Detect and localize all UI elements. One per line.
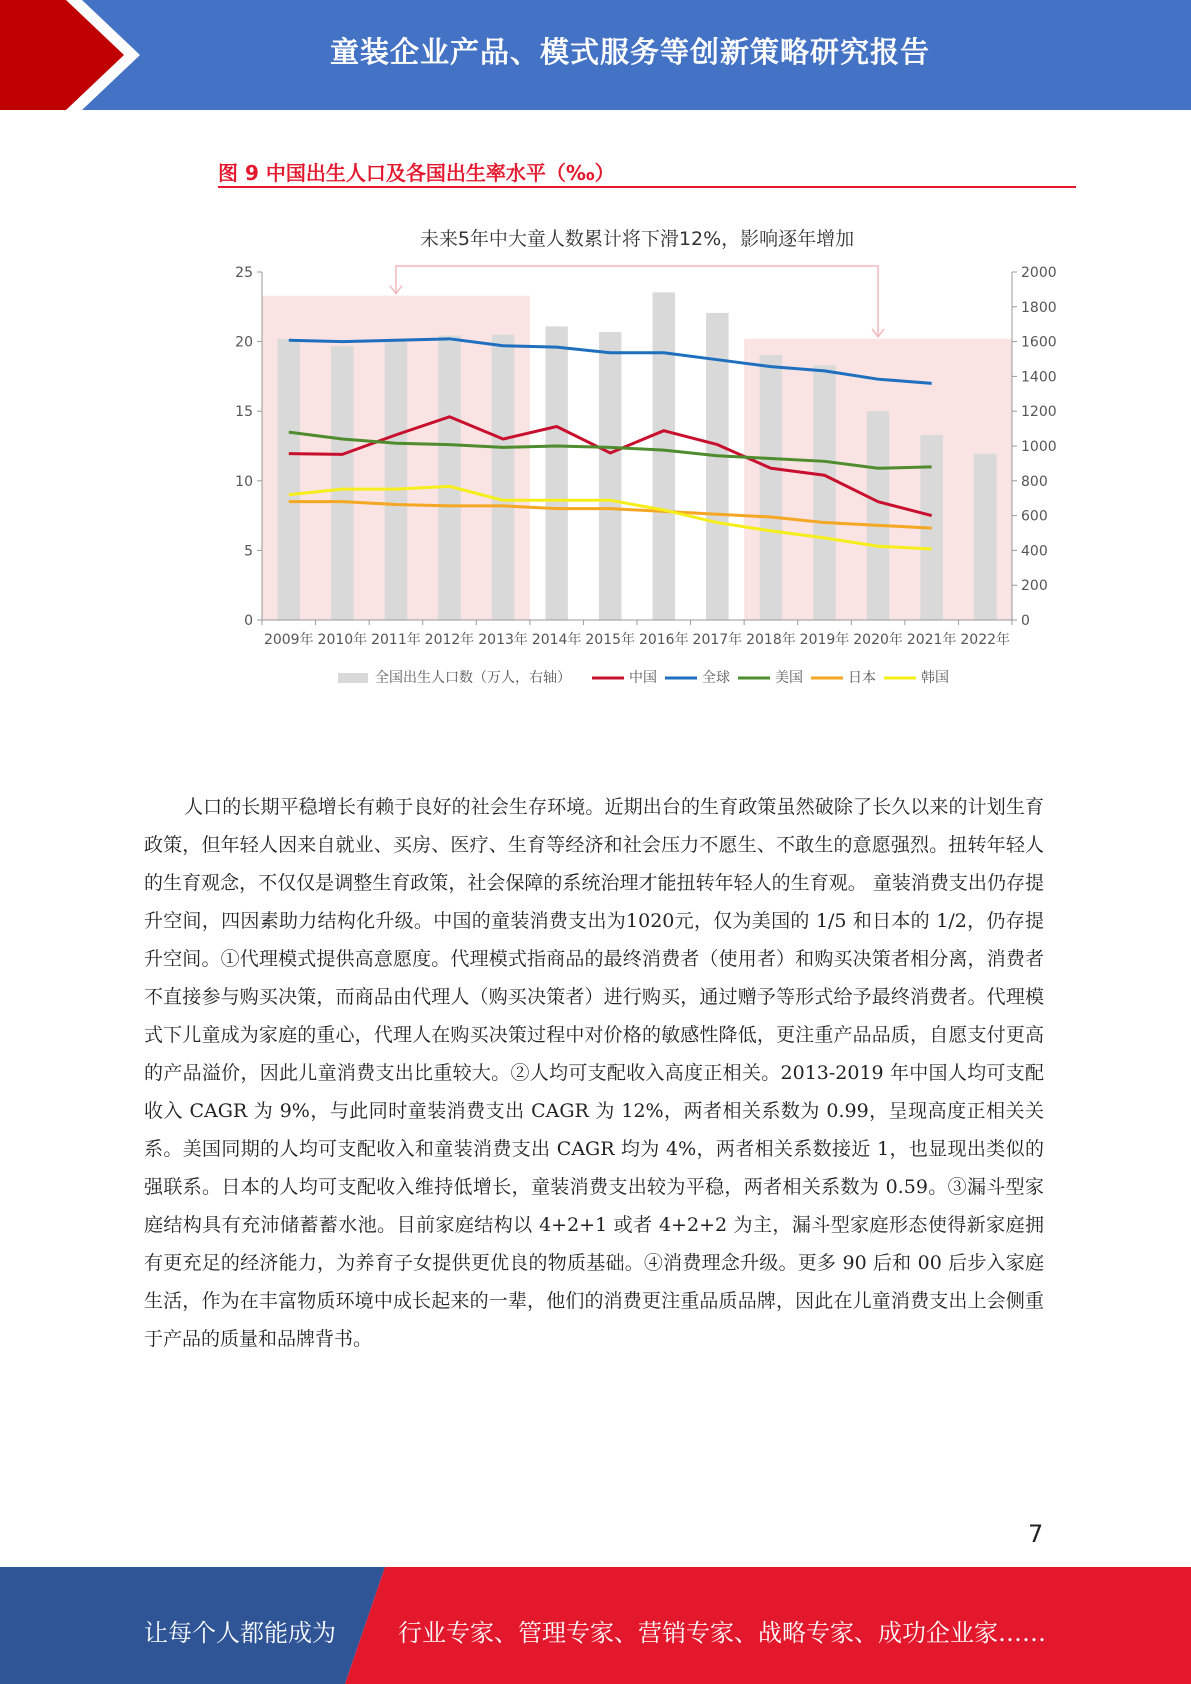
x-tick-label: 2010年 bbox=[317, 632, 368, 648]
x-tick-label: 2017年 bbox=[692, 632, 743, 648]
bar-birth-population bbox=[974, 454, 997, 620]
x-tick-label: 2015年 bbox=[585, 632, 636, 648]
y-left-tick-label: 20 bbox=[235, 334, 253, 351]
x-tick-label: 2022年 bbox=[960, 632, 1011, 648]
legend-label-bar: 全国出生人口数（万人，右轴） bbox=[375, 670, 571, 686]
footer-slogan-left: 让每个人都能成为 bbox=[144, 1619, 336, 1647]
legend-label-line: 日本 bbox=[848, 670, 876, 686]
figure-caption: 图 9 中国出生人口及各国出生率水平（‰） bbox=[218, 161, 615, 185]
report-title: 童装企业产品、模式服务等创新策略研究报告 bbox=[329, 35, 930, 69]
page-header bbox=[0, 0, 1191, 110]
caption-underline bbox=[218, 186, 1076, 188]
x-tick-label: 2014年 bbox=[531, 632, 582, 648]
y-right-tick-label: 1000 bbox=[1021, 439, 1057, 455]
legend-label-line: 美国 bbox=[775, 670, 803, 686]
bar-birth-population bbox=[813, 365, 836, 620]
birth-rate-chart bbox=[200, 210, 1080, 710]
y-left-tick-label: 25 bbox=[235, 265, 253, 281]
bar-birth-population bbox=[385, 342, 408, 620]
y-left-tick-label: 5 bbox=[244, 543, 253, 560]
legend-swatch-bar bbox=[338, 673, 368, 683]
bar-birth-population bbox=[545, 326, 568, 620]
x-tick-label: 2020年 bbox=[853, 632, 903, 648]
x-tick-label: 2019年 bbox=[799, 632, 850, 648]
y-right-tick-label: 1400 bbox=[1021, 369, 1057, 386]
x-tick-label: 2011年 bbox=[371, 632, 421, 648]
bar-birth-population bbox=[599, 332, 622, 620]
bar-birth-population bbox=[492, 335, 514, 620]
y-left-tick-label: 15 bbox=[235, 404, 253, 421]
y-right-tick-label: 0 bbox=[1021, 613, 1030, 629]
page-number: 7 bbox=[1028, 1520, 1044, 1548]
footer-slogan-right: 行业专家、管理专家、营销专家、战略专家、成功企业家…… bbox=[398, 1619, 1046, 1647]
y-right-tick-label: 400 bbox=[1021, 543, 1048, 560]
x-tick-label: 2009年 bbox=[263, 632, 314, 648]
x-tick-label: 2013年 bbox=[478, 632, 528, 648]
bar-birth-population bbox=[438, 336, 461, 620]
y-right-tick-label: 200 bbox=[1021, 578, 1048, 595]
legend-label-line: 韩国 bbox=[921, 670, 949, 686]
chart-title: 未来5年中大童人数累计将下滑12%，影响逐年增加 bbox=[419, 228, 855, 250]
bar-birth-population bbox=[760, 355, 783, 620]
bar-birth-population bbox=[867, 411, 890, 620]
x-tick-label: 2012年 bbox=[424, 632, 475, 648]
x-tick-label: 2018年 bbox=[746, 632, 796, 648]
x-tick-label: 2021年 bbox=[906, 632, 957, 648]
legend-label-line: 全球 bbox=[702, 670, 730, 686]
y-right-tick-label: 1200 bbox=[1021, 404, 1057, 421]
x-tick-label: 2016年 bbox=[638, 632, 689, 648]
y-left-tick-label: 0 bbox=[244, 613, 253, 629]
bar-birth-population bbox=[278, 339, 301, 620]
y-right-tick-label: 1800 bbox=[1021, 299, 1057, 316]
y-right-tick-label: 600 bbox=[1021, 508, 1048, 525]
y-right-tick-label: 2000 bbox=[1021, 265, 1057, 281]
y-right-tick-label: 800 bbox=[1021, 473, 1048, 490]
y-left-tick-label: 10 bbox=[235, 473, 253, 490]
body-paragraph: 人口的长期平稳增长有赖于良好的社会生存环境。近期出台的生育政策虽然破除了长久以来的计划生育政策，但年轻人因来自就业、买房、医疗、生育等经济和社会压力不愿生、不敢生的意愿强烈。扭转年轻人的生育观念，不仅仅是调整生育政策，社会保障的系统治理才能扭转年轻人的生育观。 童装消费支出仍存提升空间，四因素助力结构化升级。中国的童装消费支出为1020元，仅为美国的 1/5 和日本的 1/2，仍存提升空间。①代理模式提供高意愿度。代理模式指商品的最终消费者（使用者）和购买决策者相分离，消费者不直接参与购买决策，而商品由代理人（购买决策者）进行购买，通过赠予等形式给予最终消费者。代理模式下儿童成为家庭的重心，代理人在购买决策过程中对价格的敏感性降低，更注重产品品质，自愿支付更高的产品溢价，因此儿童消费支出比重较大。②人均可支配收入高度正相关。2013-2019 年中国人均可支配收入 CAGR 为 9%，与此同时童装消费支出 CAGR 为 12%，两者相关系数为 0.99，呈现高度正相关关系。美国同期的人均可支配收入和童装消费支出 CAGR 均为 4%，两者相关系数接近 1，也显现出类似的强联系。日本的人均可支配收入维持低增长，童装消费支出较为平稳，两者相关系数为 0.59。③漏斗型家庭结构具有充沛储蓄蓄水池。目前家庭结构以 4+2+1 或者 4+2+2 为主，漏斗型家庭形态使得新家庭拥有更充足的经济能力，为养育子女提供更优良的物质基础。④消费理念升级。更多 90 后和 00 后步入家庭生活，作为在丰富物质环境中成长起来的一辈，他们的消费更注重品质品牌，因此在儿童消费支出上会侧重于产品的质量和品牌背书。 bbox=[144, 796, 1044, 1350]
y-right-tick-label: 1600 bbox=[1021, 334, 1057, 351]
bar-birth-population bbox=[653, 292, 676, 620]
bar-birth-population bbox=[331, 346, 354, 620]
legend-label-line: 中国 bbox=[629, 670, 657, 686]
